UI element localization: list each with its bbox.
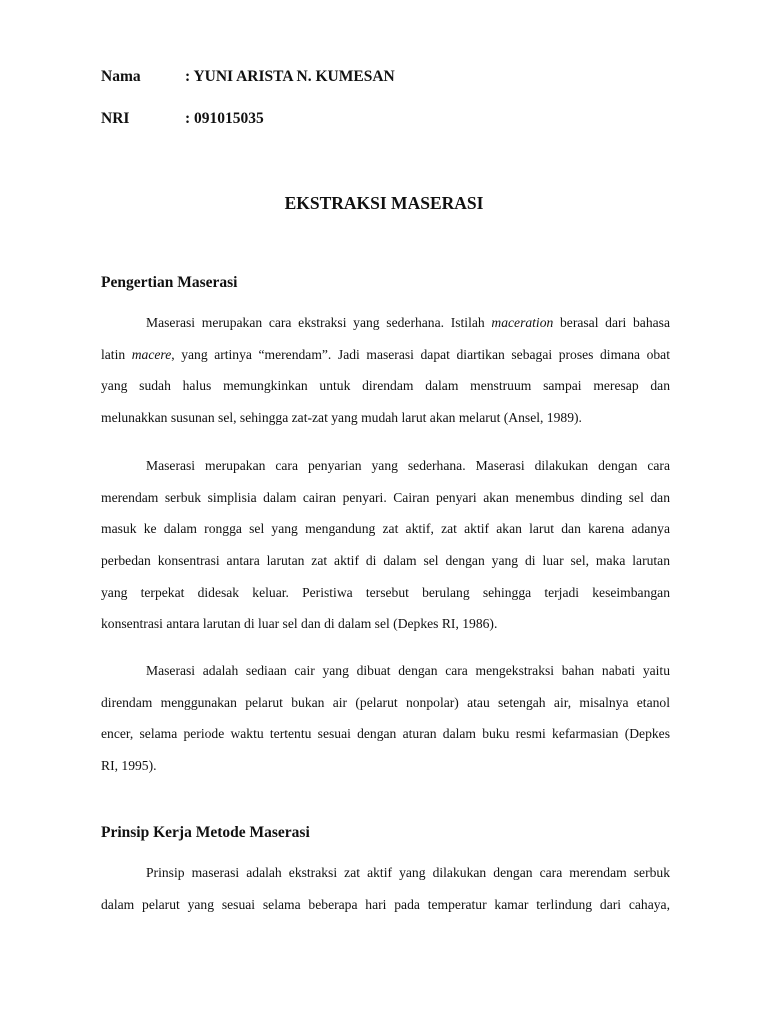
- nri-label: NRI: [101, 110, 130, 127]
- paragraph-line: yang sudah halus memungkinkan untuk direndam dalam menstruum sampai meresap dan: [101, 378, 670, 394]
- name-row: [101, 68, 395, 86]
- italic-term: maceration: [491, 315, 554, 330]
- section-heading-prinsip: Prinsip Kerja Metode Maserasi: [101, 824, 310, 841]
- paragraph-line: direndam menggunakan pelarut bukan air (pelarut nonpolar) atau setengah air, misalnya etanol: [101, 694, 670, 710]
- paragraph-line: masuk ke dalam rongga sel yang mengandung zat aktif, zat aktif akan larut dan karena adanya: [101, 521, 670, 537]
- nri-row: [101, 110, 264, 128]
- paragraph-line: dalam pelarut yang sesuai selama beberapa hari pada temperatur kamar terlindung dari cahaya,: [101, 896, 670, 912]
- italic-term: macere: [131, 346, 172, 362]
- paragraph-line: yang terpekat didesak keluar. Peristiwa tersebut berulang sehingga terjadi keseimbangan: [101, 584, 670, 600]
- paragraph-line: merendam serbuk simplisia dalam cairan penyari. Cairan penyari akan menembus dinding sel dan: [101, 489, 670, 505]
- name-label: Nama: [101, 68, 141, 85]
- paragraph-1: [101, 307, 670, 434]
- paragraph-2: [101, 450, 670, 640]
- paragraph-line: perbedan konsentrasi antara larutan zat aktif di dalam sel dengan yang di luar sel, maka larutan: [101, 553, 670, 569]
- paragraph-line: RI, 1995).: [101, 758, 157, 774]
- paragraph-line: melunakkan susunan sel, sehingga zat-zat yang mudah larut akan melarut (Ansel, 1989).: [101, 410, 582, 426]
- paragraph-line: konsentrasi antara larutan di luar sel dan di dalam sel (Depkes RI, 1986).: [101, 616, 498, 632]
- paragraph-line: encer, selama periode waktu tertentu sesuai dengan aturan dalam buku resmi kefarmasian (Depkes: [101, 726, 670, 742]
- document-title: EKSTRAKSI MASERASI: [284, 193, 484, 213]
- paragraph-3: [101, 655, 670, 782]
- paragraph-line: Maserasi merupakan cara penyarian yang sederhana. Maserasi dilakukan dengan cara: [146, 458, 670, 473]
- paragraph-4: [101, 857, 670, 920]
- paragraph-line: Prinsip maserasi adalah ekstraksi zat aktif yang dilakukan dengan cara merendam serbuk: [146, 865, 670, 880]
- section-heading-pengertian: Pengertian Maserasi: [101, 274, 238, 291]
- nri-value: : 091015035: [185, 110, 264, 127]
- paragraph-line: Maserasi adalah sediaan cair yang dibuat dengan cara mengekstraksi bahan nabati yaitu: [146, 663, 670, 678]
- paragraph-line: latin macere, yang artinya “merendam”. Jadi maserasi dapat diartikan sebagai proses dimana obat: [101, 346, 670, 362]
- name-value: : YUNI ARISTA N. KUMESAN: [185, 68, 395, 85]
- paragraph-line: Maserasi merupakan cara ekstraksi yang sederhana. Istilah maceration berasal dari bahasa: [146, 315, 670, 330]
